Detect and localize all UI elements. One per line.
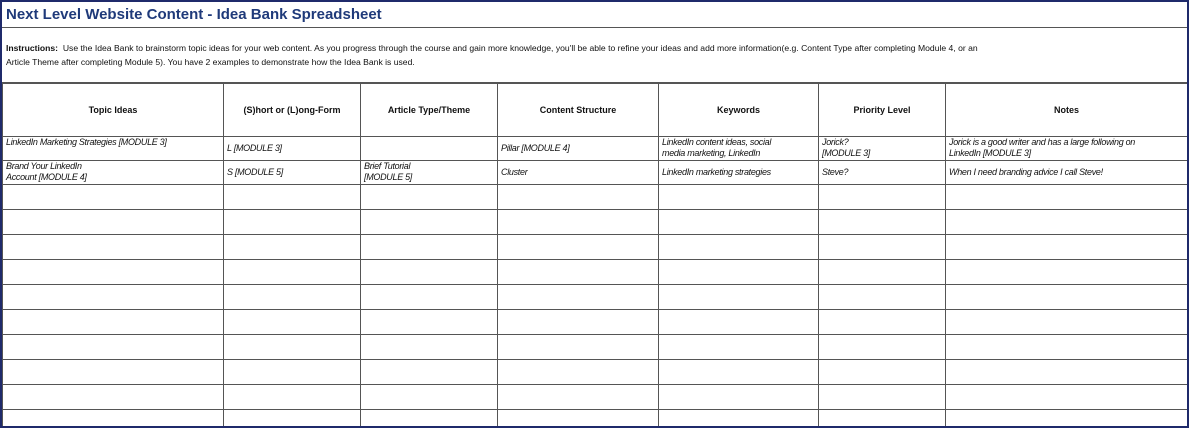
empty-cell[interactable] <box>659 360 819 385</box>
empty-cell[interactable] <box>819 310 946 335</box>
empty-cell[interactable] <box>659 335 819 360</box>
empty-cell[interactable] <box>819 285 946 310</box>
cell-keywords[interactable] <box>659 137 819 161</box>
empty-cell[interactable] <box>498 360 659 385</box>
empty-cell[interactable] <box>659 185 819 210</box>
col-header-article-type[interactable]: Article Type/Theme <box>361 84 498 137</box>
empty-cell[interactable] <box>659 410 819 428</box>
cell-keywords[interactable]: LinkedIn marketing strategies <box>659 161 819 185</box>
cell-topic[interactable]: LinkedIn Marketing Strategies [MODULE 3] <box>3 137 224 161</box>
col-header-notes[interactable]: Notes <box>946 84 1188 137</box>
cell-keywords-line-1: LinkedIn content ideas, social <box>662 137 772 147</box>
empty-table-row <box>3 310 1188 335</box>
empty-cell[interactable] <box>361 360 498 385</box>
empty-cell[interactable] <box>224 310 361 335</box>
empty-cell[interactable] <box>659 210 819 235</box>
empty-cell[interactable] <box>224 335 361 360</box>
empty-cell[interactable] <box>3 385 224 410</box>
cell-priority-line-2: [MODULE 3] <box>822 148 871 158</box>
empty-cell[interactable] <box>361 310 498 335</box>
cell-notes[interactable] <box>946 137 1188 161</box>
empty-cell[interactable] <box>224 360 361 385</box>
cell-notes-line-2: LinkedIn [MODULE 3] <box>949 148 1031 158</box>
empty-cell[interactable] <box>361 335 498 360</box>
cell-article-type-line-1: Brief Tutorial <box>364 161 411 171</box>
instructions-label: Instructions: <box>6 43 59 53</box>
cell-priority-line-1: Jorick? <box>822 137 849 147</box>
empty-cell[interactable] <box>361 410 498 428</box>
instructions-block <box>2 28 1187 83</box>
cell-form[interactable]: L [MODULE 3] <box>224 137 361 161</box>
empty-cell[interactable] <box>224 385 361 410</box>
cell-structure[interactable]: Cluster <box>498 161 659 185</box>
cell-article-type[interactable] <box>361 137 498 161</box>
empty-table-row <box>3 210 1188 235</box>
empty-cell[interactable] <box>946 410 1188 428</box>
empty-cell[interactable] <box>819 210 946 235</box>
empty-cell[interactable] <box>946 210 1188 235</box>
empty-cell[interactable] <box>498 385 659 410</box>
sheet-title: Next Level Website Content - Idea Bank Spreadsheet <box>2 2 1187 28</box>
empty-cell[interactable] <box>3 285 224 310</box>
empty-cell[interactable] <box>946 285 1188 310</box>
empty-cell[interactable] <box>946 185 1188 210</box>
empty-cell[interactable] <box>819 410 946 428</box>
empty-cell[interactable] <box>3 335 224 360</box>
empty-cell[interactable] <box>819 335 946 360</box>
empty-cell[interactable] <box>224 260 361 285</box>
empty-cell[interactable] <box>659 260 819 285</box>
cell-article-type[interactable] <box>361 161 498 185</box>
empty-cell[interactable] <box>361 185 498 210</box>
empty-cell[interactable] <box>819 385 946 410</box>
empty-table-row <box>3 335 1188 360</box>
empty-cell[interactable] <box>819 185 946 210</box>
col-header-topic-ideas[interactable]: Topic Ideas <box>3 84 224 137</box>
header-row <box>3 84 1188 137</box>
idea-bank-table <box>2 83 1188 428</box>
empty-cell[interactable] <box>498 235 659 260</box>
empty-cell[interactable] <box>946 335 1188 360</box>
table-row <box>3 137 1188 161</box>
empty-cell[interactable] <box>224 210 361 235</box>
empty-cell[interactable] <box>224 185 361 210</box>
cell-structure[interactable]: Pillar [MODULE 4] <box>498 137 659 161</box>
empty-cell[interactable] <box>498 285 659 310</box>
empty-cell[interactable] <box>3 410 224 428</box>
empty-cell[interactable] <box>659 285 819 310</box>
empty-table-row <box>3 385 1188 410</box>
instructions-text-1: Use the Idea Bank to brainstorm topic ideas for your web content. As you progress through the course and gain more knowledge, you'll be able to refine your ideas and add more information(e.g. Content Type after completing Module 4, or an <box>62 43 978 53</box>
cell-topic-line-2: Account [MODULE 4] <box>6 172 87 182</box>
instructions-text-2: Article Theme after completing Module 5). You have 2 examples to demonstrate how the Idea Bank is used. <box>6 57 415 67</box>
empty-cell[interactable] <box>946 235 1188 260</box>
empty-cell[interactable] <box>224 285 361 310</box>
empty-cell[interactable] <box>819 235 946 260</box>
cell-notes[interactable]: When I need branding advice I call Steve! <box>946 161 1188 185</box>
col-header-form[interactable]: (S)hort or (L)ong-Form <box>224 84 361 137</box>
table-row <box>3 161 1188 185</box>
cell-priority[interactable]: Steve? <box>819 161 946 185</box>
empty-cell[interactable] <box>224 235 361 260</box>
cell-keywords-line-2: media marketing, LinkedIn <box>662 148 761 158</box>
empty-table-row <box>3 360 1188 385</box>
empty-cell[interactable] <box>946 310 1188 335</box>
cell-article-type-line-2: [MODULE 5] <box>364 172 413 182</box>
empty-cell[interactable] <box>946 260 1188 285</box>
empty-cell[interactable] <box>946 360 1188 385</box>
empty-cell[interactable] <box>659 310 819 335</box>
empty-cell[interactable] <box>498 210 659 235</box>
empty-cell[interactable] <box>3 235 224 260</box>
empty-cell[interactable] <box>498 310 659 335</box>
col-header-keywords[interactable]: Keywords <box>659 84 819 137</box>
empty-cell[interactable] <box>3 210 224 235</box>
empty-cell[interactable] <box>224 410 361 428</box>
empty-cell[interactable] <box>659 385 819 410</box>
cell-topic-line-1: Brand Your LinkedIn <box>6 161 82 171</box>
cell-form[interactable]: S [MODULE 5] <box>224 161 361 185</box>
empty-rows <box>3 185 1188 428</box>
empty-cell[interactable] <box>3 360 224 385</box>
empty-table-row <box>3 235 1188 260</box>
empty-cell[interactable] <box>3 185 224 210</box>
empty-cell[interactable] <box>498 335 659 360</box>
empty-cell[interactable] <box>361 260 498 285</box>
empty-cell[interactable] <box>361 235 498 260</box>
empty-cell[interactable] <box>819 260 946 285</box>
empty-cell[interactable] <box>498 185 659 210</box>
empty-cell[interactable] <box>498 260 659 285</box>
col-header-content-structure[interactable]: Content Structure <box>498 84 659 137</box>
empty-table-row <box>3 260 1188 285</box>
empty-cell[interactable] <box>659 235 819 260</box>
empty-cell[interactable] <box>819 360 946 385</box>
empty-table-row <box>3 410 1188 428</box>
empty-table-row <box>3 285 1188 310</box>
empty-cell[interactable] <box>498 410 659 428</box>
col-header-priority-level[interactable]: Priority Level <box>819 84 946 137</box>
empty-cell[interactable] <box>361 210 498 235</box>
empty-cell[interactable] <box>361 385 498 410</box>
empty-cell[interactable] <box>946 385 1188 410</box>
instructions-line-1 <box>6 41 1187 55</box>
empty-cell[interactable] <box>3 310 224 335</box>
empty-cell[interactable] <box>361 285 498 310</box>
cell-priority[interactable] <box>819 137 946 161</box>
cell-topic[interactable] <box>3 161 224 185</box>
cell-notes-line-1: Jorick is a good writer and has a large following on <box>949 137 1136 147</box>
empty-cell[interactable] <box>3 260 224 285</box>
empty-table-row <box>3 185 1188 210</box>
